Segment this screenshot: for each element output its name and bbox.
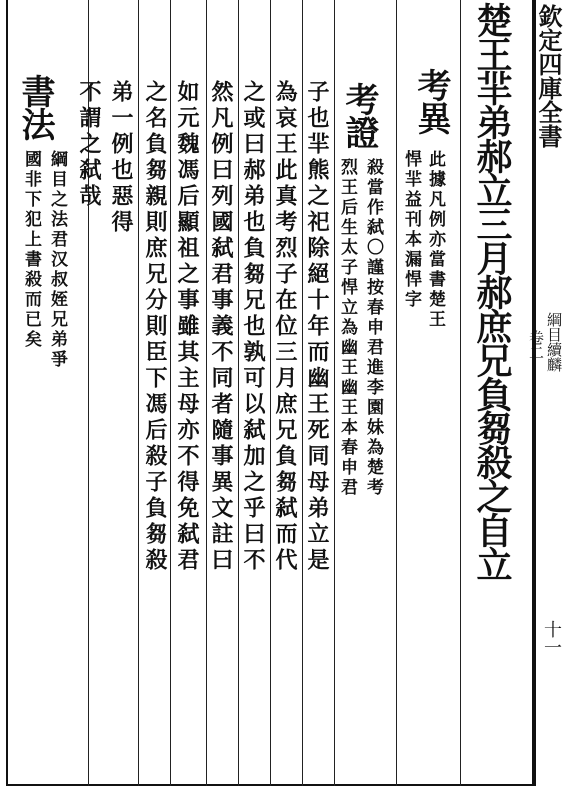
shufa-heading: 書法 <box>15 74 55 140</box>
kaoyi-heading: 考異 <box>411 68 451 134</box>
body-column-1: 子也羋熊之祀除絕十年而幽王死同母弟立是 <box>304 80 330 574</box>
shufa-note-col2: 國非下犯上書殺而已矣 <box>21 150 41 350</box>
kaozheng-note-col1: 殺當作弑〇謹按春申君進李園妹為楚考 <box>363 158 383 498</box>
kaoyi-note-col1: 此據凡例亦當書楚王 <box>425 150 445 330</box>
column-rule <box>270 0 271 786</box>
entry-title: 楚王羋弟郝立三月郝庶兄負芻殺之自立 <box>471 2 513 580</box>
body-column-2: 為哀王此真考烈子在位三月庶兄負芻弑而代 <box>272 80 298 574</box>
column-rule <box>396 0 397 786</box>
column-rule <box>460 0 461 786</box>
column-rule <box>138 0 139 786</box>
column-rule <box>238 0 239 786</box>
column-rule <box>170 0 171 786</box>
column-rule <box>206 0 207 786</box>
page-number: 十一 <box>541 620 562 656</box>
body-column-8: 不謂之弑哉 <box>76 80 102 210</box>
kaoyi-note-col2: 悍羋益刊本漏悍字 <box>401 150 421 310</box>
column-rule <box>302 0 303 786</box>
kaozheng-note-col2: 烈王后生太子悍立為幽王幽王本春申君 <box>337 158 357 498</box>
body-column-6: 之名負芻親則庶兄分則臣下馮后殺子負芻殺 <box>142 80 168 574</box>
shufa-note-col1: 綱目之法君汉叔姪兄弟爭 <box>47 150 67 370</box>
body-column-7: 弟一例也惡得 <box>108 80 134 236</box>
collection-title: 欽定四庫全書 <box>534 4 563 148</box>
column-rule <box>334 0 335 786</box>
body-column-5: 如元魏馮后顯祖之事雖其主母亦不得免弑君 <box>174 80 200 574</box>
body-column-3: 之或曰郝弟也負芻兄也孰可以弑加之乎曰不 <box>240 80 266 574</box>
volume-label: 卷二 <box>527 330 545 360</box>
kaozheng-heading: 考證 <box>339 82 379 148</box>
body-column-4: 然凡例曰列國弑君事義不同者隨事異文註曰 <box>208 80 234 574</box>
book-title: 綱目續麟 <box>545 312 563 372</box>
